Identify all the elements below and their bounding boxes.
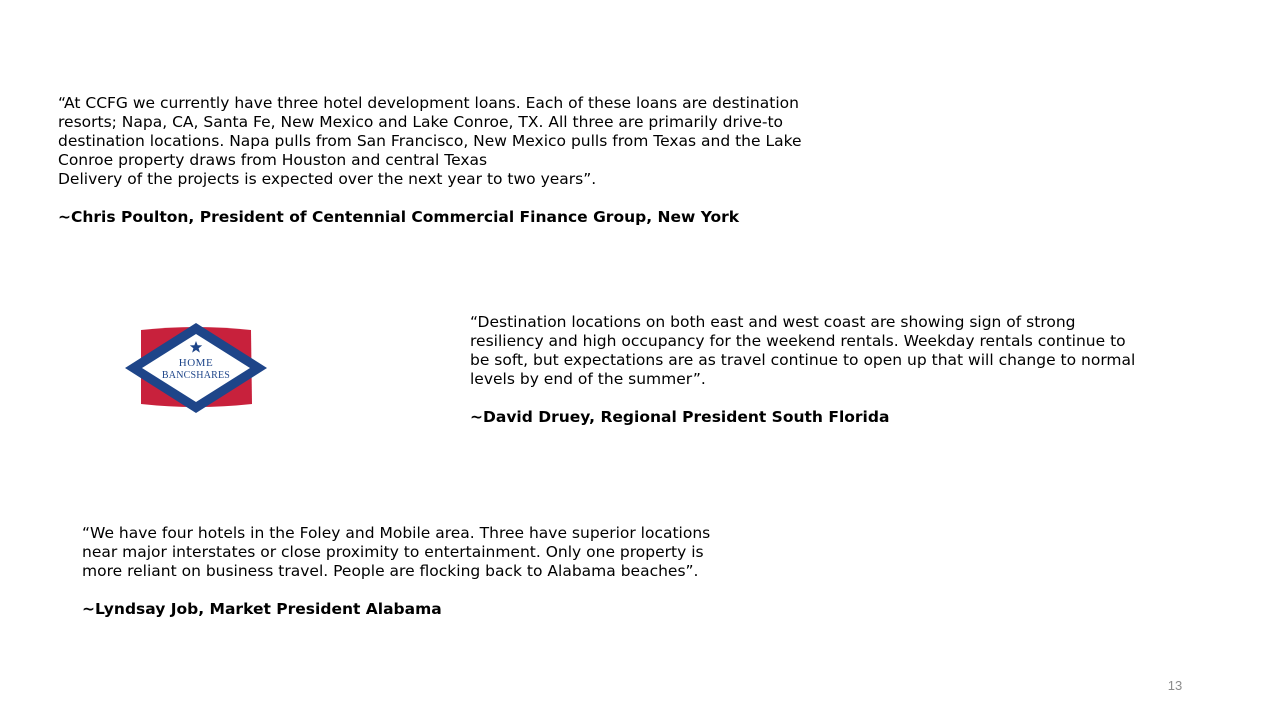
quote-line: “Destination locations on both east and west coast are showing sign of strong [470,313,1076,331]
home-bancshares-logo-graphic [124,322,268,414]
quote-line: resorts; Napa, CA, Santa Fe, New Mexico and Lake Conroe, TX. All three are primarily drive-to [58,113,784,131]
attribution-david-druey: ~David Druey, Regional President South Florida [470,408,890,426]
quote-line: more reliant on business travel. People are flocking back to Alabama beaches”. [82,562,699,580]
home-bancshares-logo [124,322,268,414]
attribution-lyndsay-job: ~Lyndsay Job, Market President Alabama [82,600,442,618]
quote-ccfg [58,94,858,227]
quote-david-druey [470,313,1250,427]
quote-line: Conroe property draws from Houston and central Texas [58,151,488,169]
quote-line: levels by end of the summer”. [470,370,706,388]
quote-line: near major interstates or close proximity to entertainment. Only one property is [82,543,704,561]
quote-lyndsay-job [82,524,782,619]
quote-line: “We have four hotels in the Foley and Mobile area. Three have superior locations [82,524,711,542]
quote-line: “At CCFG we currently have three hotel development loans. Each of these loans are destination [58,94,799,112]
quote-line: destination locations. Napa pulls from San Francisco, New Mexico pulls from Texas and the Lake [58,132,802,150]
quote-line: resiliency and high occupancy for the weekend rentals. Weekday rentals continue to [470,332,1126,350]
page-number: 13 [1167,678,1183,693]
logo-text-bancshares: BANCSHARES [161,370,231,381]
logo-text-home: HOME [178,357,214,369]
quote-line: be soft, but expectations are as travel continue to open up that will change to normal [470,351,1136,369]
quote-line: Delivery of the projects is expected over the next year to two years”. [58,170,597,188]
attribution-chris-poulton: ~Chris Poulton, President of Centennial Commercial Finance Group, New York [58,208,740,226]
